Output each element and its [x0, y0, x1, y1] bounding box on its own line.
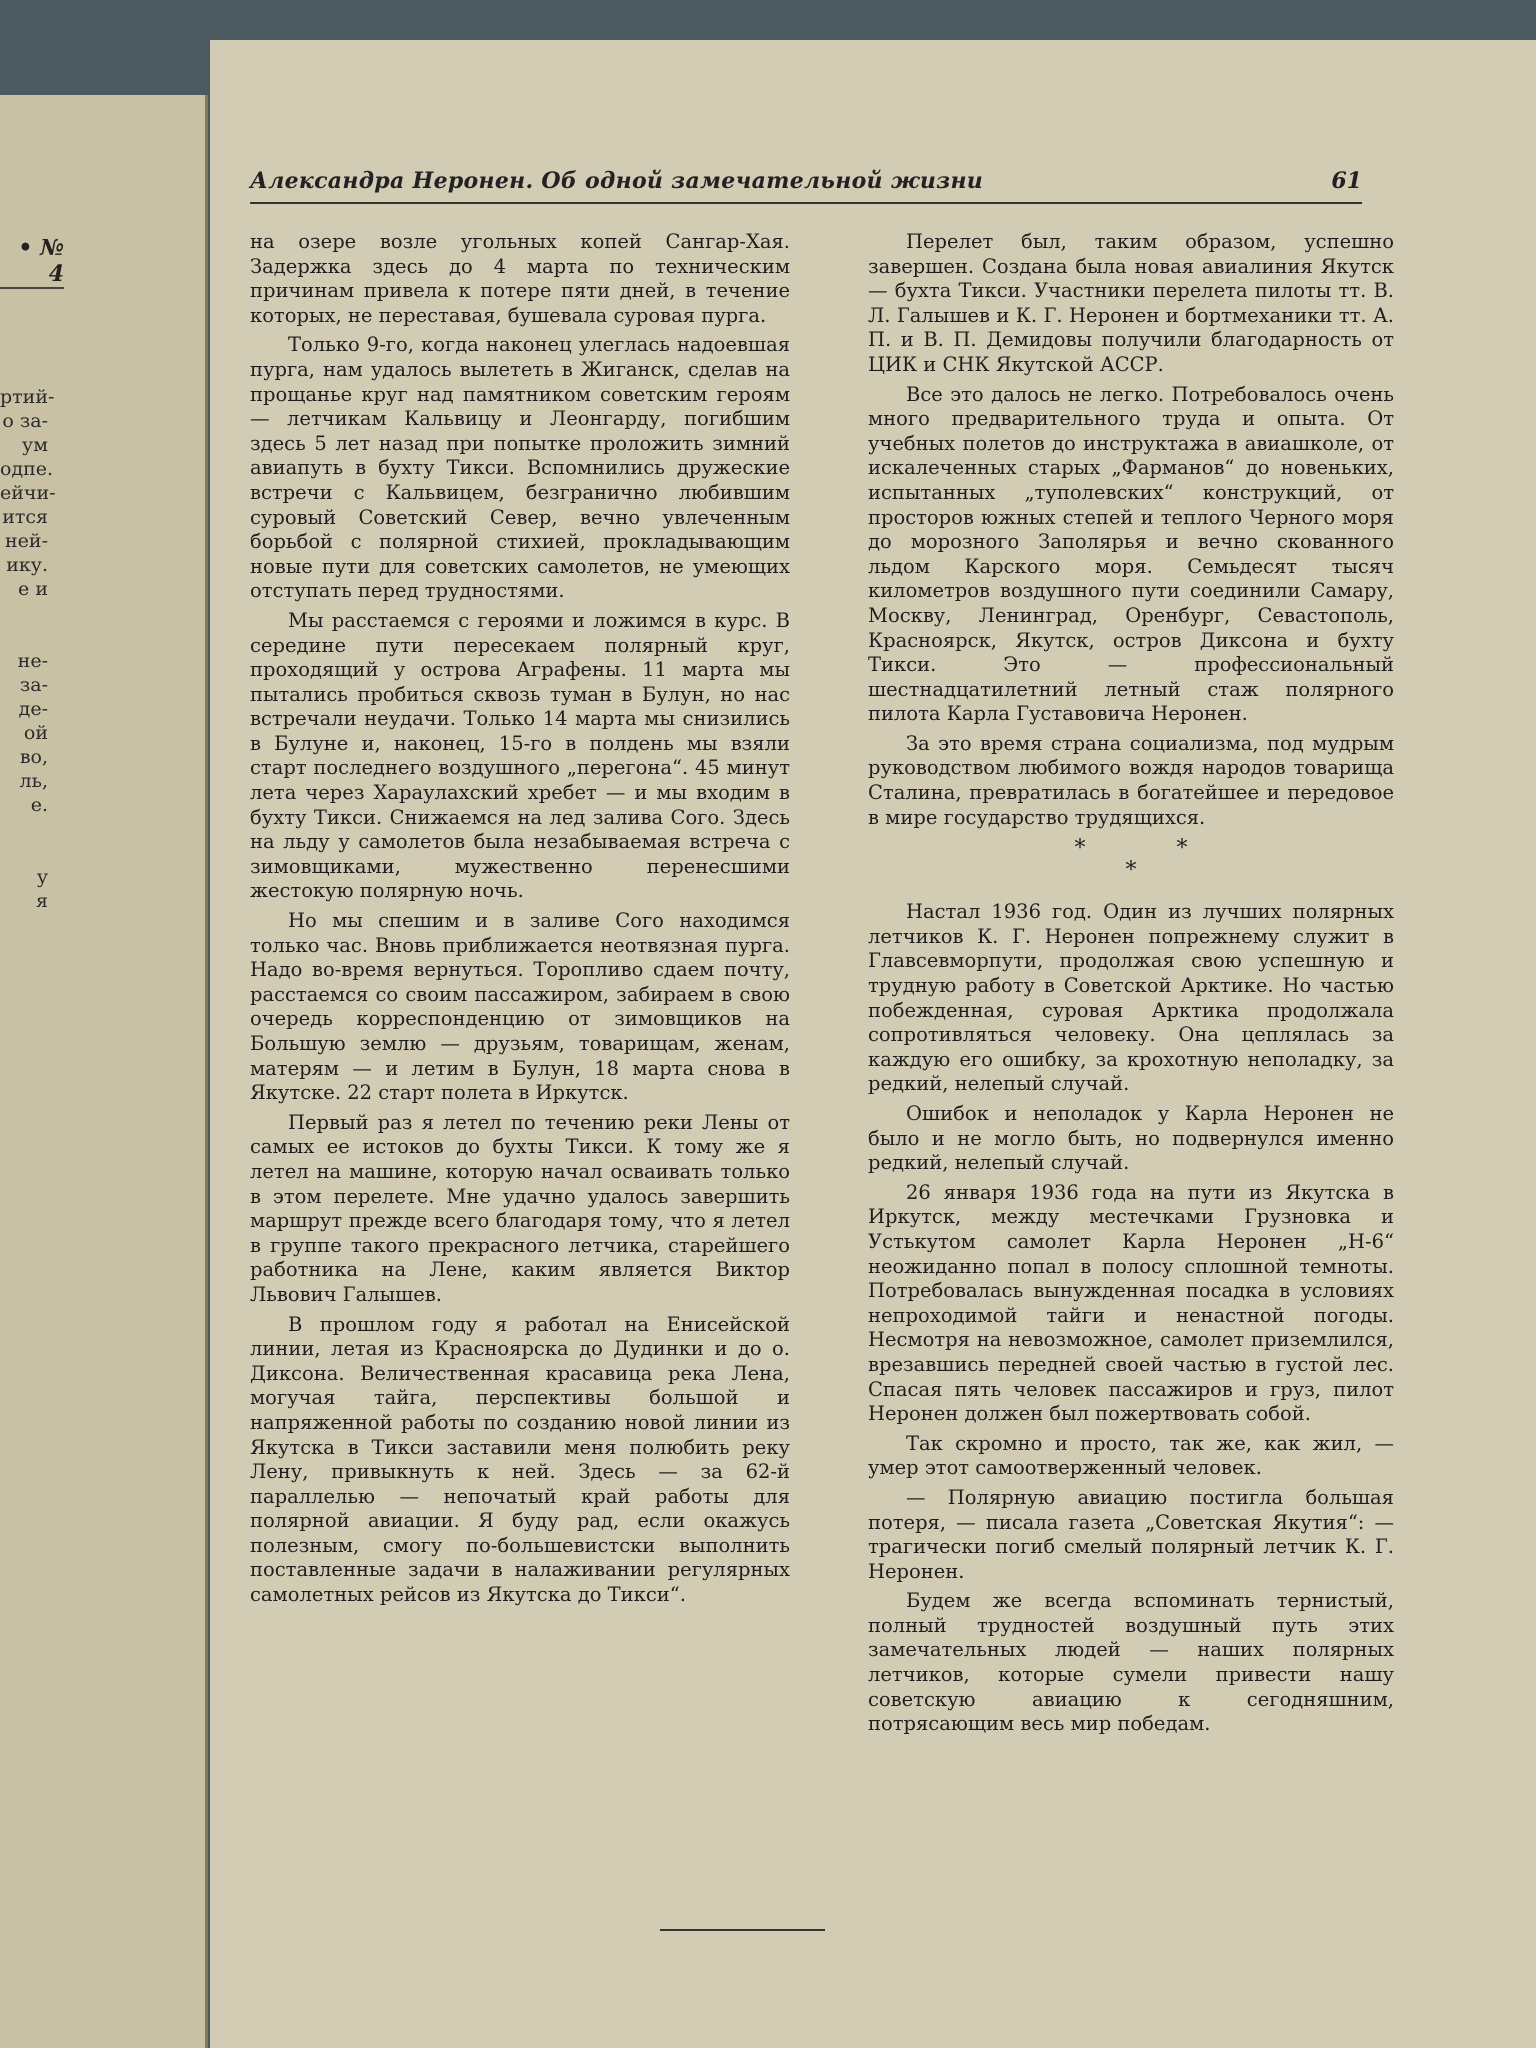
paragraph: 26 января 1936 года на пути из Якутска в Иркутск, между местечками Грузновка и Устькутом самолет Карла Неронен „Н-6“ неожиданно попал в полосу сплошной темноты. Потребовалась вынужденная посадка в условиях непроходимой тайги и ненастной погоды. Несмотря на невозможное, самолет приземлился, врезавшись передней своей частью в густой лес. Спасая пять человек пассажиров и груз, пилот Неронен должен был пожертвовать собой. — [868, 1180, 1394, 1426]
paragraph: Настал 1936 год. Один из лучших полярных летчиков К. Г. Неронен попрежнему служит в Главсевморпути, продолжая свою успешную и трудную работу в Советской Арктике. Но частью побежденная, суровая Арктика продолжала сопротивляться человеку. Она цеплялась за каждую его ошибку, за крохотную неполадку, за редкий, нелепый случай. — [868, 900, 1394, 1096]
fragment-line: е и — [18, 578, 48, 600]
section-separator — [868, 838, 1394, 882]
separator-star-bottom: * — [1125, 858, 1137, 884]
paragraph: — Полярную авиацию постигла большая потеря, — писала газета „Советская Якутия“: — трагически погиб смелый полярный летчик К. Г. Неронен. — [868, 1485, 1394, 1583]
fragment-line: ой — [23, 722, 48, 744]
fragment-line: у — [36, 866, 48, 888]
paragraph: Только 9-го, когда наконец улеглась надоевшая пурга, нам удалось вылететь в Жиганск, сделав на прощанье круг над памятником советским героям — летчикам Кальвицу и Леонгарду, погибшим здесь 5 лет назад при попытке проложить зимний авиапуть в бухту Тикси. Вспомнились дружеские встречи с Кальвицем, безгранично любившим суровый Советский Север, вечно увлеченным борьбой с полярной стихией, прокладывающим новые пути для советских самолетов, не умеющих отступать перед трудностями. — [250, 333, 790, 603]
paragraph: Ошибок и неполадок у Карла Неронен не было и не могло быть, но подвернулся именно редкий, нелепый случай. — [868, 1102, 1394, 1175]
fragment-line: не- — [17, 650, 48, 672]
fragment-line: о за- — [2, 410, 48, 432]
fragment-line — [0, 625, 48, 649]
fragment-line — [0, 817, 48, 841]
fragment-line: ней- — [5, 530, 48, 552]
fragment-line: де- — [18, 698, 48, 720]
paragraph: За это время страна социализма, под мудрым руководством любимого вождя народов товарища Сталина, превратилась в богатейшее и передовое в мире государство трудящихся. — [868, 731, 1394, 829]
left-page-text-fragment — [0, 385, 56, 913]
paragraph: Перелет был, таким образом, успешно завершен. Создана была новая авиалиния Якутск — бухта Тикси. Участники перелета пилоты тт. В. Л. Галышев и К. Г. Неронен и бортмеханики тт. А. П. и В. П. Демидовы получили благодарность от ЦИК и СНК Якутской АССР. — [868, 230, 1394, 376]
fragment-line: ртий- — [0, 386, 55, 408]
fragment-line: во, — [19, 746, 48, 768]
fragment-line: я — [36, 890, 48, 912]
end-rule — [660, 1929, 825, 1931]
running-header — [250, 162, 1362, 204]
fragment-line: ейчи- — [0, 482, 56, 504]
fragment-line — [0, 841, 48, 865]
book-page — [210, 40, 1536, 2048]
paragraph: Первый раз я летел по течению реки Лены от самых ее истоков до бухты Тикси. К тому же я летел на машине, которую начал осваивать только в этом перелете. Мне удачно удалось завершить маршрут прежде всего благодаря тому, что я летел в группе такого прекрасного летчика, старейшего работника на Лене, каким является Виктор Львович Галышев. — [250, 1110, 790, 1306]
paragraph: Все это далось не легко. Потребовалось очень много предварительного труда и опыта. От учебных полетов до инструктажа в авиашколе, от искалеченных старых „Фарманов“ до новеньких, испытанных „туполевских“ конструкций, от просторов южных степей и теплого Черного моря до морозного Заполярья и вечно скованного льдом Карского моря. Семьдесят тысяч километров воздушного пути соединили Самару, Москву, Ленинград, Оренбург, Севастополь, Красноярск, Якутск, остров Диксона и бухту Тикси. Это — профессиональный шестнадцатилетний летный стаж полярного пилота Карла Густавовича Неронен. — [868, 382, 1394, 726]
fragment-line — [0, 601, 48, 625]
right-column — [868, 230, 1394, 1742]
paragraph: Но мы спешим и в заливе Сого находимся только час. Вновь приближается неотвязная пурга. Надо во-время вернуться. Торопливо сдаем почту, расстаемся со своим пассажиром, забираем в свою очередь корреспонденцию от зимовщиков на Большую землю — друзьям, товарищам, женам, матерям — и летим в Булун, 18 марта снова в Якутске. 22 старт полета в Иркутск. — [250, 909, 790, 1105]
paragraph: на озере возле угольных копей Сангар-Хая. Задержка здесь до 4 марта по техническим причинам привела к потере пяти дней, в течение которых, не переставая, бушевала суровая пурга. — [250, 230, 790, 327]
paragraph: Будем же всегда вспоминать тернистый, полный трудностей воздушный путь этих замечательных людей — наших полярных летчиков, которые сумели привести нашу советскую авиацию к сегодняшним, потрясающим весь мир победам. — [868, 1589, 1394, 1736]
paragraph: Так скромно и просто, так же, как жил, — умер этот самоотверженный человек. — [868, 1431, 1394, 1480]
fragment-line: за- — [19, 674, 48, 696]
left-page-edge — [0, 95, 208, 2048]
fragment-line: ится — [2, 506, 48, 528]
left-page-header: • № 4 — [0, 235, 64, 289]
page-number: 61 — [1331, 168, 1362, 194]
paragraph: В прошлом году я работал на Енисейской линии, летая из Красноярска до Дудинки и до о. Диксона. Величественная красавица река Лена, могучая тайга, перспективы большой и напряженной работы по созданию новой линии из Якутска в Тикси заставили меня полюбить реку Лену, привыкнуть к ней. Здесь — за 62-й параллелью — непочатый край работы для полярной авиации. Я буду рад, если окажусь полезным, смогу по-большевистски выполнить поставленные задачи в налаживании регулярных самолетных рейсов из Якутска до Тикси“. — [250, 1312, 790, 1607]
paragraph: Мы расстаемся с героями и ложимся в курс. В середине пути пересекаем полярный круг, проходящий у острова Аграфены. 11 марта мы пытались пробиться сквозь туман в Булун, но нас встречали неудачи. Только 14 марта мы снизились в Булуне и, наконец, 15-го в полдень мы взяли старт последнего воздушного „перегона“. 45 минут лета через Хараулахский хребет — и мы входим в бухту Тикси. Снижаемся на лед залива Сого. Здесь на льду у самолетов была незабываемая встреча с зимовщиками, мужественно перенесшими жестокую полярную ночь. — [250, 608, 790, 903]
fragment-line: одпе. — [0, 458, 54, 480]
fragment-line: е. — [30, 794, 48, 816]
running-title: Александра Неронен. Об одной замечательной жизни — [250, 168, 984, 194]
fragment-line: ум — [22, 434, 48, 456]
separator-stars-top: * * — [1074, 836, 1230, 862]
fragment-line: ику. — [6, 554, 48, 576]
left-column — [250, 230, 790, 1613]
fragment-line: ль, — [19, 770, 48, 792]
